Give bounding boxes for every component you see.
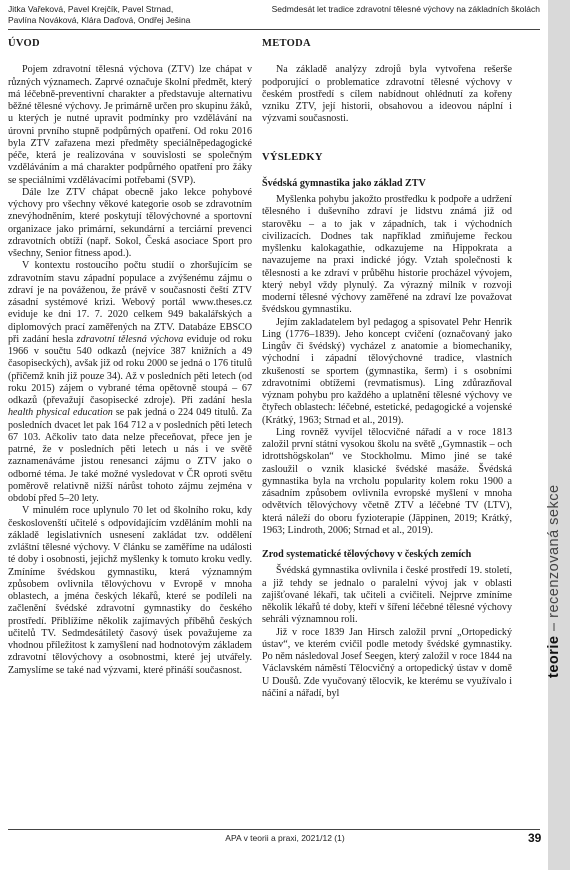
- running-title: Sedmdesát let tradice zdravotní tělesné výchovy na základních školách: [271, 4, 540, 14]
- footer-divider: [8, 829, 540, 830]
- authors-line-1: Jitka Vařeková, Pavel Krejčík, Pavel Strnad,: [8, 4, 174, 14]
- results-paragraph-1: Myšlenka pohybu jakožto prostředku k podpoře a udržení tělesného i duševního zdraví je lidstvu známá již od starověku – a to jak v západních, tak i východních civilizacích. Dodnes tak například zmiňujeme řeckou myšlenku kalokagathie, odkazujeme na Hippokrata a navazujeme na praxi indické jógy. Vztah společnosti k tělesnosti a ke zdraví v průběhu historie procházel vývojem, který nebyl vždy plynulý. Za výrazný milník v rozvoji moderní tělesné výchovy zaměřené na zdraví lze považovat švédskou gymnastiku.: [262, 194, 512, 316]
- authors-block: [8, 4, 268, 26]
- sidebar-label-main: teorie: [546, 635, 562, 678]
- sidebar-label-sep: –: [546, 617, 562, 636]
- p3-emphasis-1: zdravotní tělesná výchova: [76, 333, 184, 345]
- journal-footer: APA v teorii a praxi, 2021/12 (1): [225, 833, 345, 843]
- authors-line-2: Pavlína Nováková, Klára Daďová, Ondřej Ješina: [8, 15, 191, 25]
- heading-method: METODA: [262, 38, 311, 49]
- intro-paragraph-3: [8, 260, 252, 505]
- heading-intro: ÚVOD: [8, 38, 40, 49]
- intro-paragraph-4: V minulém roce uplynulo 70 let od školního roku, kdy českoslovenští učitelé s odpovídajícím vzděláním mohli na základě legislativních usnesení zakládat tzv. oddělení zvláštní tělesné výchovy. V článku se zaměříme na události té doby i osobnosti, jejichž myšlenky k tomuto kroku vedly. Zmíníme švédskou gymnastiku, která významným způsobem ovlivnila tělovýchovu v Evropě v mnoha oblastech, a jména českých lékařů, které se podíleli na začlenění švédské zdravotní gymnastiky do českého prostředí. Přiblížíme několik zajímavých příběhů českých učitelů TV. Sedmdesátiletý časový úsek považujeme za vhodnou příležitost k zamyšlení nad hodnotovým základem zdravotní tělovýchovy a osobnostmi, které jej utvářely. Zamyslíme se také nad výzvami, které přináší současnost.: [8, 505, 252, 676]
- method-paragraph: Na základě analýzy zdrojů byla vytvořena rešerše podporující o problematice zdravotní tělesné výchovy v českém prostředí s cílem nabídnout ohlédnutí za kořeny vzniku ZTV, její historii, obsahovou a ideovou náplní i výzvami současnosti.: [262, 64, 512, 125]
- p3-emphasis-2: health physical education: [8, 407, 113, 419]
- results-paragraph-3: Ling rovněž vyvíjel tělocvičné nářadí a v roce 1813 založil první státní vysokou školu na světě „Gymnastik – och idrottshögskolan“ ve Stockholmu. Mimo jiné se také zasloužil o vznik klasické švédské masáže. Švédská gymnastika byla na vrcholu popularity kolem roku 1900 a zásadním způsobem ovlivnila evropské myšlení v mnoha odvětvích tělovýchovy včetně ZTV a léčebné TV (LTV), která náleží do oboru fyzioterapie (Jäppinen, 2019; Krátký, 1963; Lindroth, 2006; Strnad et al., 2019).: [262, 426, 512, 536]
- p3-part-a: V kontextu rostoucího počtu studií o zhoršujícím se zdravotním stavu západní populace a zvýšenému zájmu o zdraví je na pováženou, že právě v současnosti čeští ZTV zásadní systémové krizi. Webový portál www.theses.cz eviduje ke dni 17. 7. 2020 celkem 949 bakalářských a diplomových prací zaměřených na ZTV. Databáze EBSCO při zadání hesla: [8, 260, 252, 345]
- left-column: [8, 38, 252, 677]
- sidebar-label-sub: recenzovaná sekce: [546, 484, 562, 618]
- p3-part-b: eviduje od roku 1966 v součtu 540 odkazů (nejvíce 387 knižních a 49 časopiseckých), avšak již od roku 2000 se jedná o 176 titulů (přičemž knih již pouze 34). Až v posledních pěti letech (od roku 2015) zájem o vybrané téma opětovně stoupá – 67 odkazů (převažují časopisecké zdroje). Při zadání hesla: [8, 333, 252, 406]
- results-paragraph-4: Švédská gymnastika ovlivnila i české prostředí 19. století, a již tehdy se jednalo o paralelní vývoj jak v oblasti zajišťované lékaři, tak učiteli a cvičiteli. Nejprve zmíníme několik lékařů té doby, kteří v šíření léčebné tělesné výchovy sehráli významnou roli.: [262, 565, 512, 626]
- subheading-swedish-gymnastics: Švédská gymnastika jako základ ZTV: [262, 177, 426, 189]
- intro-paragraph-1: Pojem zdravotní tělesná výchova (ZTV) lze chápat v různých významech. Zaprvé označuje školní předmět, který má léčebně-preventivní charakter a představuje alternativu běžné tělesné výchovy. Je primárně určen pro skupinu žáků, u kterých je nutné upravit podmínky pro vzdělávání na úrovni prvního stupně podpůrných opatření. Od roku 2016 byla ZTV zařazena mezi předměty speciálněpedagogické péče, která je realizována v souvislosti se společným vzděláváním a má charakter podpůrného opatření pro žáky se speciálními vzdělávacími potřebami (SVP).: [8, 64, 252, 186]
- subheading-czech-lands: Zrod systematické tělovýchovy v českých zemích: [262, 549, 472, 560]
- sidebar-label: [546, 484, 562, 678]
- intro-paragraph-2: Dále lze ZTV chápat obecně jako lekce pohybové výchovy pro všechny věkové kategorie osob se zdravotním znevýhodněním, které poskytují tělovýchovné a sportovní organizace jako primární, sekundární a terciární prevenci zdravotních obtíží (např. Sokol, Česká asociace Sport pro všechny, Senior fitness apod.).: [8, 186, 252, 259]
- results-paragraph-5: Již v roce 1839 Jan Hirsch založil první „Ortopedický ústav“, ve kterém cvičil podle metody švédské gymnastiky. Po něm následoval Josef Seegen, který založil v roce 1844 na Václavském náměstí Tělocvičný a ortopedický ústav v domě U Doušů. Zde vyučovaný tělocvik, ke kterému se využívalo i náčiní a nářadí, byl: [262, 626, 512, 699]
- page-number: 39: [528, 831, 542, 845]
- p3-part-c: se pak jedná o 224 049 titulů. Za posledních dvacet let pak 164 712 a v posledních pěti letech 67 103. Ačkoliv tato data nelze přeceňovat, přece jen je patrné, že v posledních pěti letech u nás i ve světě zaznamenáváme jistou renesanci zájmu o ZTV jako o odborné téma. Je také možné vysledovat v ČR oproti světu poměrově relativně nižší nárůst tohoto zájmu zejména v období před 5–20 lety.: [8, 407, 252, 504]
- heading-results: VÝSLEDKY: [262, 151, 323, 163]
- right-column: [262, 38, 512, 700]
- header-divider: [8, 29, 540, 30]
- results-paragraph-2: Jejím zakladatelem byl pedagog a spisovatel Pehr Henrik Ling (1776–1839). Jeho koncept cvičení (označovaný jako Lingův či švédský) vycházel z anatomie a biomechaniky, východní i západní tělovýchovné tradice, vlastních zkušeností se sportem (gymnastika, šerm) i s osobními zdravotními obtížemi (revmatismus). Ling zdůrazňoval význam pohybu pro každého a uplatnění tělesné výchovy ve čtyřech oblastech: léčebné, estetické, pedagogické a vojenské (Krátký, 1963; Strnad et al., 2019).: [262, 316, 512, 426]
- section-sidebar: [548, 0, 570, 870]
